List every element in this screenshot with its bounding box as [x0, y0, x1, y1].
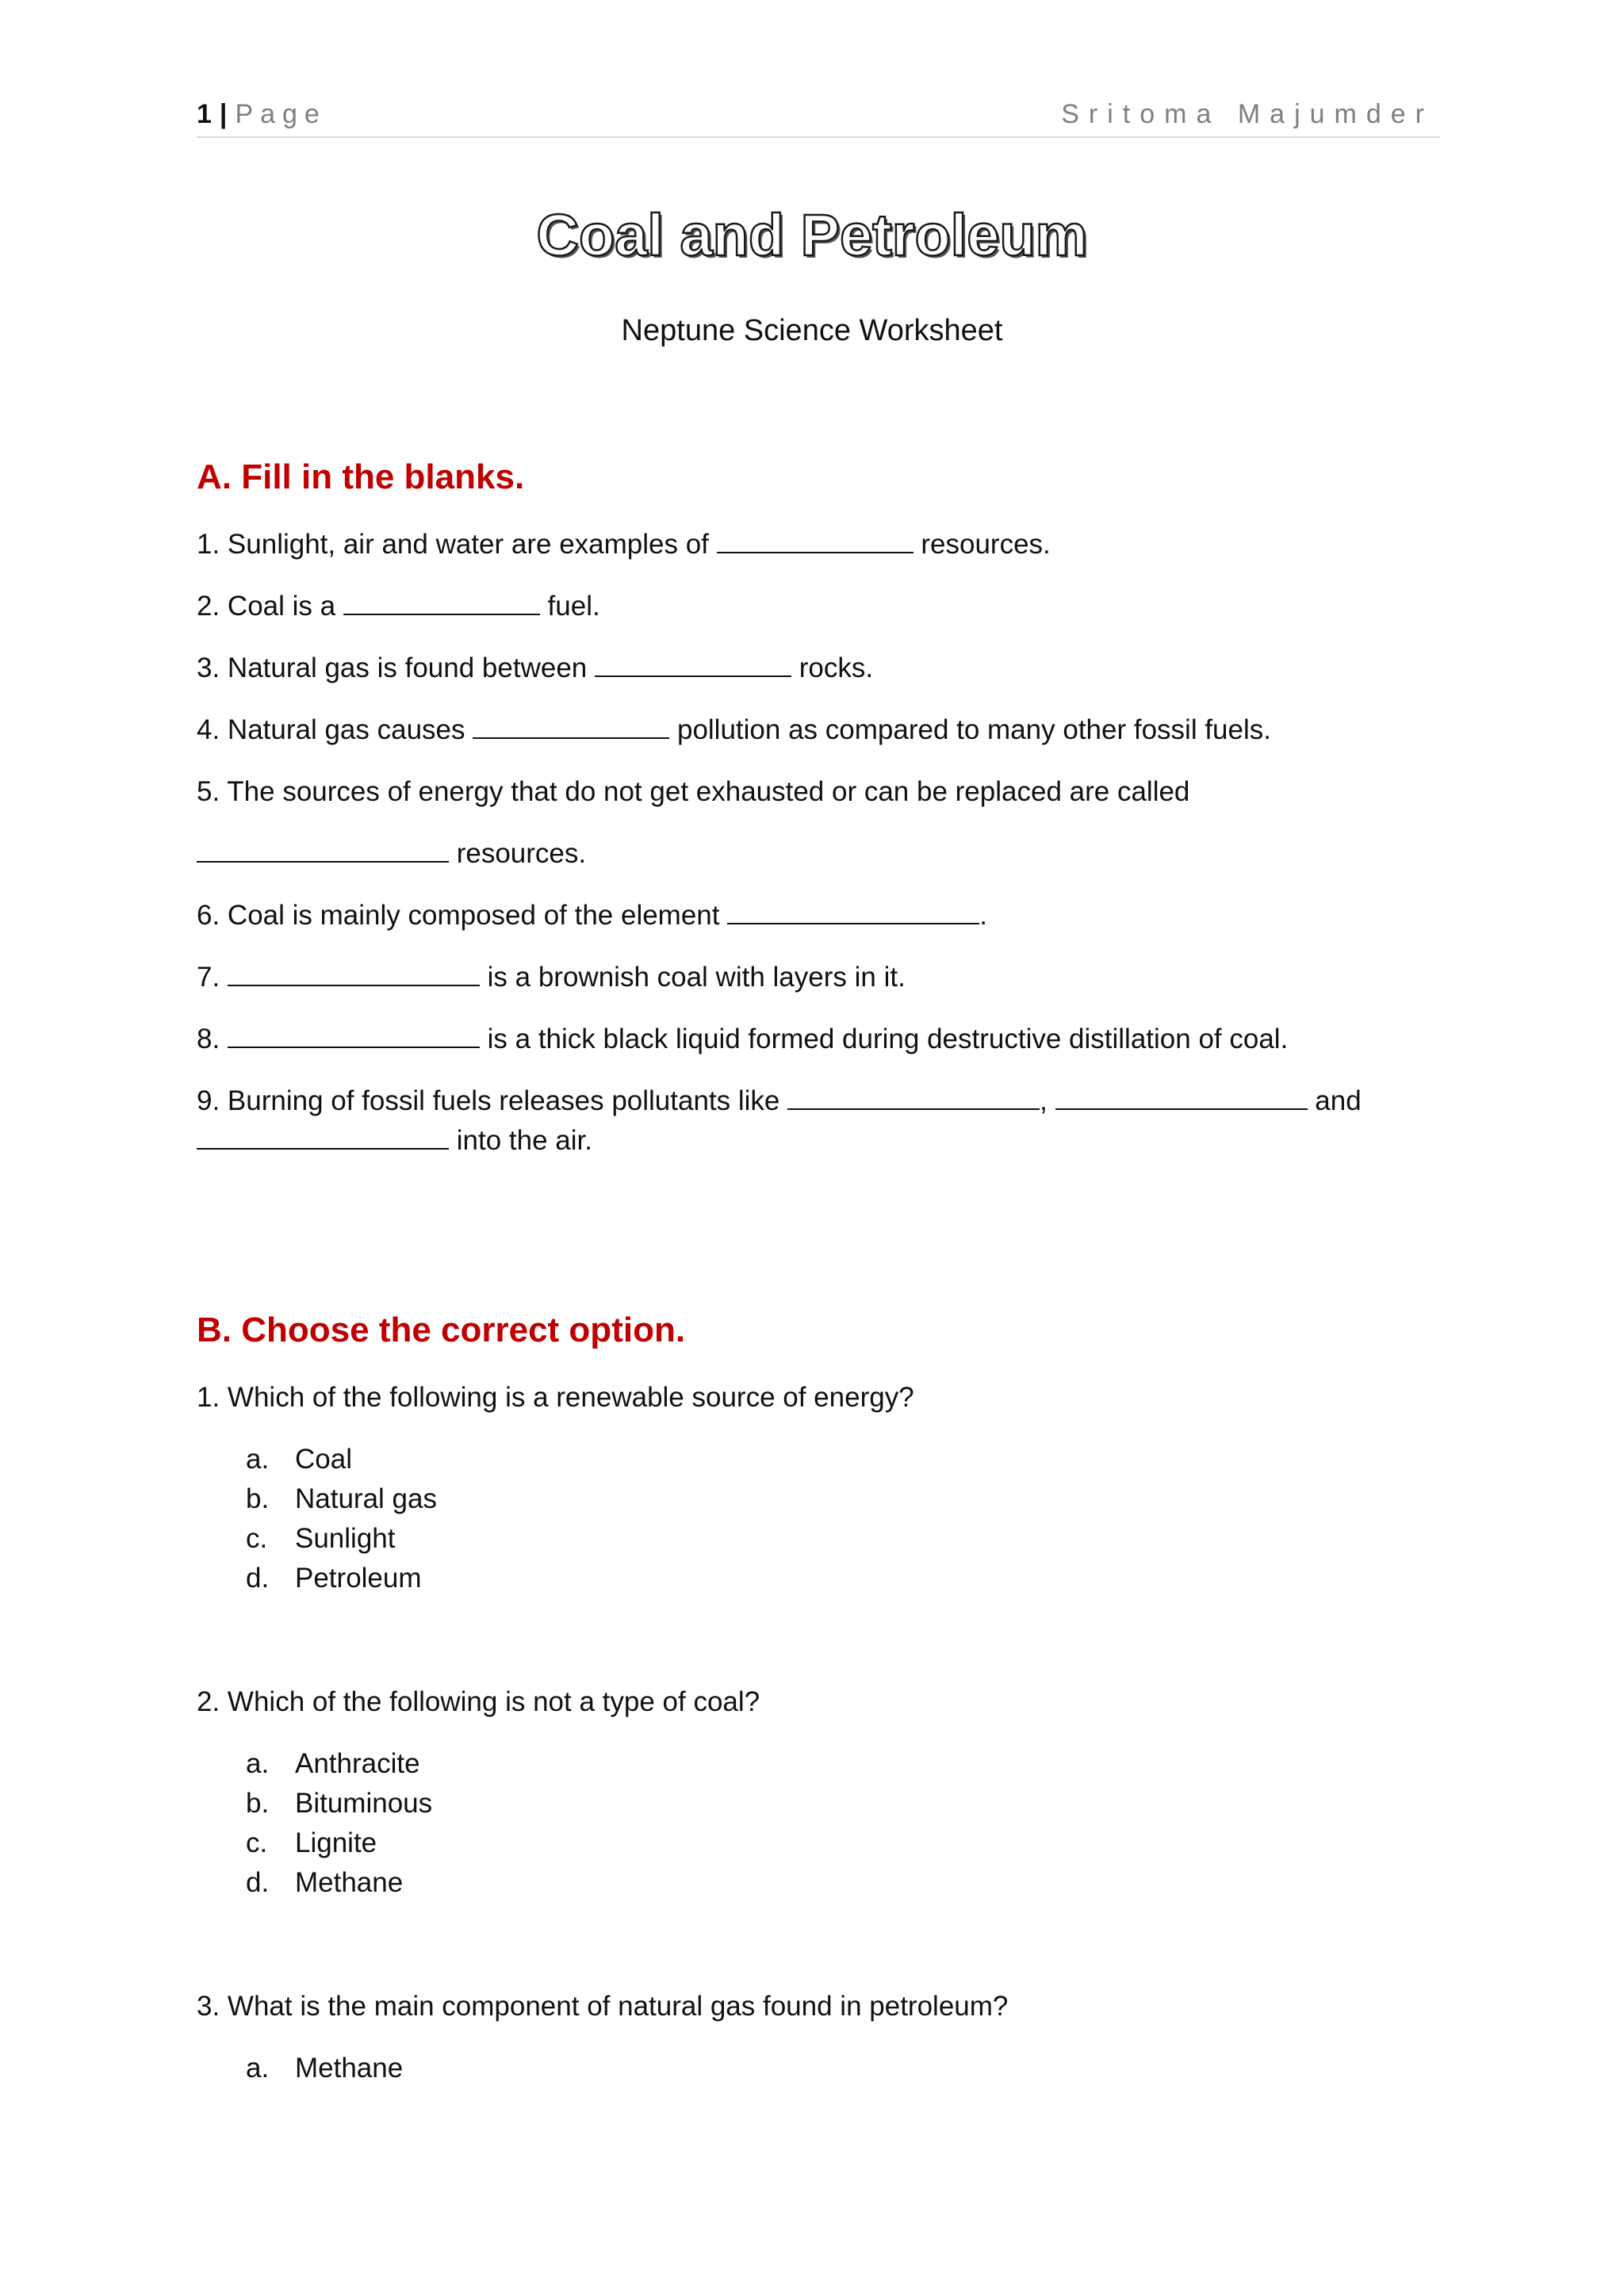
- option-letter: a.: [246, 1444, 270, 1475]
- mcq-question-3: 3. What is the main component of natural gas found in petroleum?: [197, 1991, 1009, 2022]
- answer-blank: [473, 714, 669, 739]
- mcq-question-1: 1. Which of the following is a renewable source of energy?: [197, 1382, 914, 1413]
- fill-question-4: [197, 712, 1271, 748]
- option-text: Methane: [295, 2053, 404, 2084]
- author-name: Sritoma Majumder: [1061, 99, 1434, 129]
- q5-text-after: resources.: [449, 838, 587, 869]
- q9-text-before: 9. Burning of fossil fuels releases pollutants like: [197, 1085, 788, 1116]
- option-text: Anthracite: [295, 1748, 420, 1779]
- fill-question-5-line-1: 5. The sources of energy that do not get exhausted or can be replaced are called: [197, 776, 1190, 807]
- option-letter: a.: [246, 2053, 270, 2084]
- q3-text-before: 3. Natural gas is found between: [197, 652, 595, 683]
- fill-question-9-line-1: [197, 1083, 1362, 1119]
- mcq-3-option-a: [246, 2050, 403, 2087]
- mcq-1-option-d: [246, 1560, 422, 1597]
- fill-question-6: [197, 897, 987, 934]
- q8-text-after: is a thick black liquid formed during destructive distillation of coal.: [479, 1024, 1289, 1054]
- answer-blank: [595, 652, 791, 677]
- q2-text-before: 2. Coal is a: [197, 591, 343, 622]
- option-letter: b.: [246, 1788, 270, 1819]
- answer-blank: [727, 899, 979, 924]
- mcq-2-option-c: [246, 1825, 377, 1862]
- fill-question-3: [197, 650, 873, 687]
- mcq-question-2: 2. Which of the following is not a type of coal?: [197, 1686, 760, 1717]
- mcq-1-option-b: [246, 1481, 437, 1517]
- answer-blank: [717, 528, 914, 553]
- q4-text-before: 4. Natural gas causes: [197, 714, 473, 745]
- section-a-heading: A. Fill in the blanks.: [197, 457, 525, 496]
- q7-text-after: is a brownish coal with layers in it.: [479, 962, 906, 993]
- q1-text-after: resources.: [913, 529, 1051, 560]
- q9-and: and: [1307, 1085, 1362, 1116]
- q6-text-before: 6. Coal is mainly composed of the element: [197, 900, 728, 931]
- answer-blank: [197, 1124, 449, 1150]
- answer-blank: [787, 1085, 1040, 1110]
- fill-question-9-line-2: [197, 1123, 592, 1159]
- q9-text-after: into the air.: [449, 1125, 592, 1156]
- fill-question-7: [197, 959, 906, 996]
- option-letter: d.: [246, 1867, 270, 1898]
- option-letter: b.: [246, 1483, 270, 1514]
- option-text: Sunlight: [295, 1523, 396, 1554]
- option-text: Lignite: [295, 1827, 377, 1858]
- document-title: Coal and Petroleum: [536, 202, 1088, 268]
- option-text: Coal: [295, 1444, 352, 1475]
- mcq-1-option-a: [246, 1441, 352, 1478]
- q6-text-after: .: [979, 900, 987, 931]
- q8-text-before: 8.: [197, 1024, 228, 1054]
- option-letter: c.: [246, 1523, 268, 1554]
- q3-text-after: rocks.: [791, 652, 874, 683]
- page-number-label: [197, 97, 327, 132]
- q7-text-before: 7.: [197, 962, 228, 993]
- answer-blank: [228, 961, 480, 986]
- page-header: [197, 97, 1440, 138]
- document-subtitle: Neptune Science Worksheet: [621, 314, 1003, 347]
- section-b-heading: B. Choose the correct option.: [197, 1311, 686, 1349]
- fill-question-1: [197, 526, 1051, 563]
- mcq-2-option-b: [246, 1785, 432, 1822]
- mcq-2-option-d: [246, 1865, 403, 1901]
- q9-comma: ,: [1040, 1085, 1055, 1116]
- option-text: Petroleum: [295, 1563, 422, 1594]
- fill-question-8: [197, 1021, 1288, 1058]
- page-label: Page: [235, 99, 327, 129]
- mcq-1-option-c: [246, 1521, 395, 1557]
- option-text: Natural gas: [295, 1483, 437, 1514]
- page-number: 1: [197, 99, 212, 129]
- option-text: Bituminous: [295, 1788, 433, 1819]
- answer-blank: [228, 1023, 480, 1048]
- option-letter: c.: [246, 1827, 268, 1858]
- mcq-2-option-a: [246, 1746, 420, 1782]
- q4-text-after: pollution as compared to many other fossil fuels.: [669, 714, 1271, 745]
- fill-question-5-line-2: [197, 836, 586, 872]
- fill-question-2: [197, 588, 600, 625]
- option-letter: d.: [246, 1563, 270, 1594]
- answer-blank: [197, 837, 449, 863]
- option-letter: a.: [246, 1748, 270, 1779]
- q2-text-after: fuel.: [539, 591, 600, 622]
- option-text: Methane: [295, 1867, 404, 1898]
- header-separator: |: [219, 99, 228, 129]
- answer-blank: [343, 590, 540, 615]
- q1-text-before: 1. Sunlight, air and water are examples of: [197, 529, 717, 560]
- answer-blank: [1055, 1085, 1308, 1110]
